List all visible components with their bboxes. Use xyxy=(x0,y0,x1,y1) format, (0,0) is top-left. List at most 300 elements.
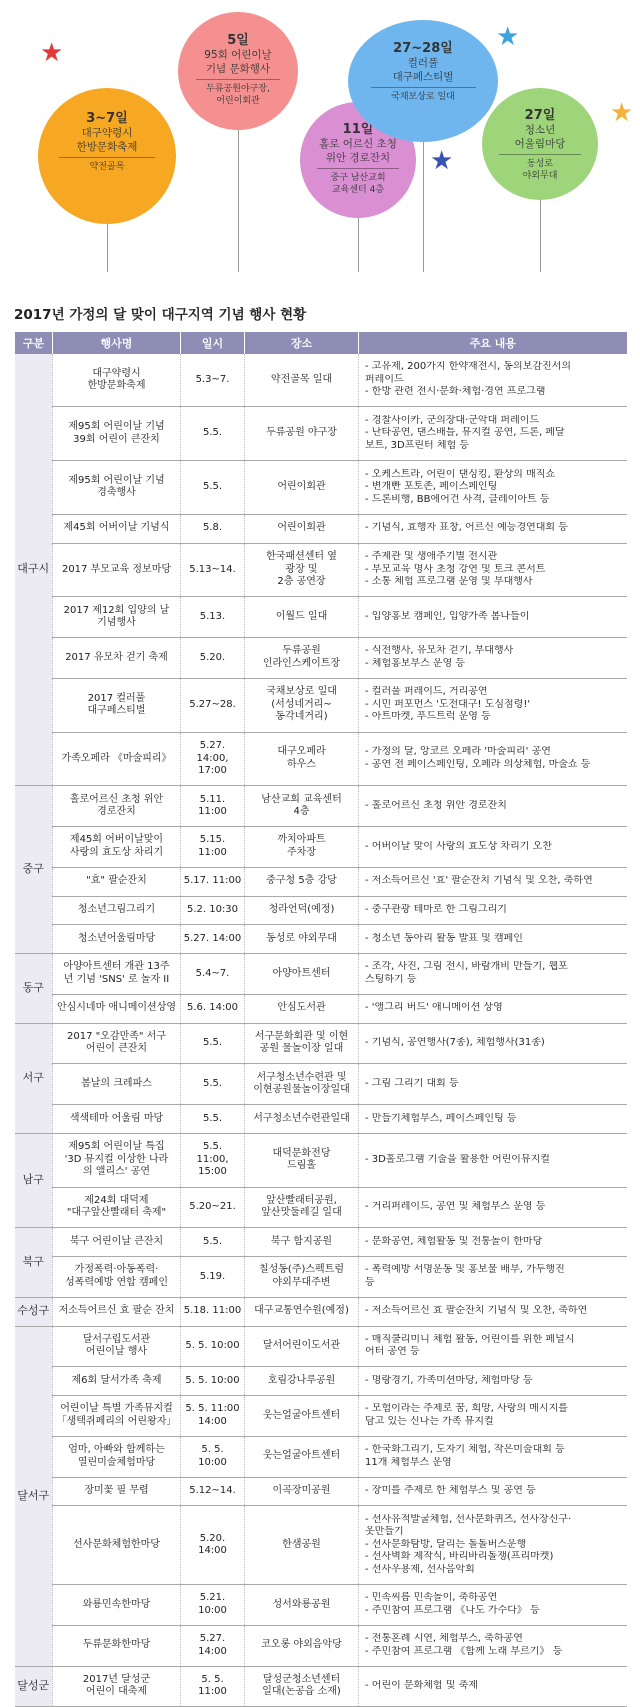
cell-line: "효" 팔순잔치 xyxy=(86,875,147,887)
cell-line: - 폭력예방 서명운동 및 홍보물 배부, 가두행진 xyxy=(365,1264,565,1276)
date-cell xyxy=(181,354,245,407)
cell-line: 어린이회관 xyxy=(277,481,326,493)
balloon-place: 약전골목 xyxy=(89,162,125,172)
cell-line: - 장미를 주제로 한 체험부스 및 공연 등 xyxy=(365,1485,536,1497)
balloon xyxy=(38,88,176,224)
date-cell xyxy=(181,597,245,638)
events-table xyxy=(14,332,627,1707)
cell-line: 스팅하기 등 xyxy=(365,973,417,985)
cell-line: 아양아트센터 개관 13주 xyxy=(63,961,170,973)
table-row xyxy=(15,954,627,995)
table-row xyxy=(15,1326,627,1367)
event-name-cell xyxy=(53,1477,181,1506)
place-cell xyxy=(245,514,359,543)
cell-line: 5.21. xyxy=(199,1592,226,1604)
district-cell: 중구 xyxy=(15,786,53,954)
place-cell xyxy=(245,925,359,954)
date-cell xyxy=(181,1625,245,1666)
table-row xyxy=(15,678,627,732)
content-cell xyxy=(359,1625,627,1666)
cell-line: - 거리퍼레이드, 공연 및 체험부스 운영 등 xyxy=(365,1201,546,1213)
cell-line: 두류문화한마당 xyxy=(82,1639,151,1651)
content-cell xyxy=(359,1105,627,1134)
district-cell: 동구 xyxy=(15,954,53,1024)
cell-line: 14:00, 17:00 xyxy=(196,752,229,777)
place-cell xyxy=(245,354,359,407)
balloon-event-name: 컬러풀 xyxy=(407,57,439,69)
table-row xyxy=(15,896,627,925)
cell-line: - 오케스트라, 어린이 댄싱킹, 환상의 매직쇼 xyxy=(365,468,556,480)
cell-line: 11개 체험부스 운영 xyxy=(365,1456,452,1468)
table-row xyxy=(15,1585,627,1626)
table-row xyxy=(15,354,627,407)
content-cell xyxy=(359,1187,627,1228)
cell-line: - 고유제, 200가지 한약재전시, 동의보감진서의 xyxy=(365,361,571,373)
content-cell xyxy=(359,1326,627,1367)
date-cell xyxy=(181,543,245,597)
cell-line: - 경찰사이카, 군의장대·군악대 퍼레이드 xyxy=(365,414,540,426)
cell-line: 5. 5. xyxy=(201,1444,224,1456)
content-cell xyxy=(359,407,627,461)
balloon-string xyxy=(238,130,239,272)
balloon-days: 27일 xyxy=(524,108,556,123)
event-name-cell xyxy=(53,1228,181,1257)
content-cell xyxy=(359,597,627,638)
place-cell xyxy=(245,597,359,638)
balloon xyxy=(178,12,298,130)
cell-line: 5.20~21. xyxy=(189,1201,236,1213)
cell-line: 달서어린이도서관 xyxy=(262,1340,341,1352)
cell-line: 이곡장미공원 xyxy=(272,1485,331,1497)
cell-line: - 아트마켓, 푸드트럭 운영 등 xyxy=(365,711,491,723)
cell-line: 대구교통연수원(예정) xyxy=(254,1305,349,1317)
cell-line: 아양아트센터 xyxy=(272,967,331,979)
cell-line: - 만들기체험부스, 페이스페인팅 등 xyxy=(365,1112,517,1124)
cell-line: 엄마, 아빠와 함께하는 xyxy=(68,1444,165,1456)
balloon-event-name: 95회 어린이날 xyxy=(204,49,272,61)
cell-line: 10:00 xyxy=(198,1604,227,1616)
balloon-event-name: 대구약령시 xyxy=(81,127,133,139)
cell-line: 5.19. xyxy=(199,1270,226,1282)
district-cell: 달성군 xyxy=(15,1666,53,1707)
cell-line: - 그림 그리기 대회 등 xyxy=(365,1077,459,1089)
cell-line: 39회 어린이 큰잔치 xyxy=(73,433,160,445)
cell-line: 5.5. xyxy=(202,481,223,493)
district-cell: 대구시 xyxy=(15,354,53,786)
cell-line: 제45회 어버이날 기념식 xyxy=(63,522,170,534)
balloon-days: 5일 xyxy=(227,33,249,48)
cell-line: 색색테마 어울림 마당 xyxy=(69,1112,164,1124)
event-name-cell xyxy=(53,827,181,868)
place-cell xyxy=(245,1585,359,1626)
place-cell xyxy=(245,896,359,925)
place-cell xyxy=(245,638,359,679)
cell-line: 등 xyxy=(365,1276,375,1288)
cell-line: 5.11. xyxy=(199,793,226,805)
table-row xyxy=(15,1133,627,1187)
cell-line: 가정폭력·아동폭력· xyxy=(74,1264,159,1276)
content-cell xyxy=(359,1477,627,1506)
balloon-string xyxy=(107,224,108,272)
balloon-divider xyxy=(499,154,580,155)
content-cell xyxy=(359,543,627,597)
cell-line: 경축행사 xyxy=(97,487,136,499)
cell-line: - 주제관 및 생애주기별 전시관 xyxy=(365,551,498,563)
content-cell xyxy=(359,1297,627,1326)
cell-line: 5. 5. xyxy=(201,1673,224,1685)
cell-line: 5. 5. 10:00 xyxy=(185,1374,240,1386)
cell-line: 야외무대주변 xyxy=(272,1276,331,1288)
cell-line: 5.20. xyxy=(199,651,226,663)
balloon-place: 야외무대 xyxy=(522,171,558,181)
cell-line: 남산교회 교육센터 xyxy=(261,793,342,805)
cell-line: 11:00, 15:00 xyxy=(196,1153,229,1178)
balloon-place: 중구 남산교회 xyxy=(330,173,386,183)
cell-line: 5.17. 11:00 xyxy=(183,875,242,887)
place-cell xyxy=(245,1257,359,1298)
cell-line: 앞산맛둘레길 일대 xyxy=(261,1207,342,1219)
cell-line: 사랑의 효도상 차리기 xyxy=(69,846,164,858)
table-row xyxy=(15,514,627,543)
cell-line: - 주민참여 프로그램 《나도 가수다》 등 xyxy=(365,1604,540,1616)
date-cell xyxy=(181,1477,245,1506)
event-name-cell xyxy=(53,732,181,786)
cell-line: - 난타공연, 댄스배틀, 뮤지컬 공연, 드론, 페달 xyxy=(365,427,565,439)
cell-line: - 주민참여 프로그램 《함께 노래 부르기》 등 xyxy=(365,1645,563,1657)
cell-line: - 체험홍보부스 운영 등 xyxy=(365,657,466,669)
place-cell xyxy=(245,1187,359,1228)
place-cell xyxy=(245,827,359,868)
table-row xyxy=(15,1367,627,1396)
content-cell xyxy=(359,1133,627,1187)
content-cell xyxy=(359,925,627,954)
table-row xyxy=(15,1228,627,1257)
place-cell xyxy=(245,1367,359,1396)
cell-line: 2017 제12회 입양의 날 xyxy=(63,604,170,616)
balloon-divider xyxy=(317,168,398,169)
content-cell xyxy=(359,994,627,1023)
cell-line: 서구청소년수련관 및 xyxy=(256,1071,347,1083)
cell-line: 기념행사 xyxy=(97,617,136,629)
cell-line: - 공연 전 페이스페인팅, 오페라 의상체험, 마술쇼 등 xyxy=(365,758,591,770)
cell-line: 5.13. xyxy=(199,610,226,622)
event-name-cell xyxy=(53,1297,181,1326)
cell-line: - 중구관광 테마로 한 그림그리기 xyxy=(365,904,507,916)
cell-line: - 어버이날 맞이 사랑의 효도상 차리기 오찬 xyxy=(365,840,552,852)
cell-line: 동성로 야외무대 xyxy=(266,932,337,944)
cell-line: "대구앞산빨래터 축제" xyxy=(66,1207,167,1219)
cell-line: 제45회 어버이날맞이 xyxy=(69,834,164,846)
table-row xyxy=(15,1187,627,1228)
event-name-cell xyxy=(53,925,181,954)
table-row xyxy=(15,1257,627,1298)
cell-line: - 청소년 동아리 활동 발표 및 캠페인 xyxy=(365,932,523,944)
event-name-cell xyxy=(53,1396,181,1437)
place-cell xyxy=(245,1064,359,1105)
cell-line: - 3D홀로그램 기술을 활용한 어린이뮤지컬 xyxy=(365,1153,550,1165)
place-cell xyxy=(245,1436,359,1477)
cell-line: 5. 5. 10:00 xyxy=(185,1340,240,1352)
cell-line: 인라인스케이트장 xyxy=(262,657,341,669)
date-cell xyxy=(181,1105,245,1134)
cell-line: 10:00 xyxy=(198,1456,227,1468)
event-name-cell xyxy=(53,407,181,461)
table-row xyxy=(15,925,627,954)
date-cell xyxy=(181,461,245,515)
cell-line: 대덕문화전당 xyxy=(272,1147,331,1159)
cell-line: '3D 뮤지컬 이상한 나라 xyxy=(64,1153,169,1165)
place-cell xyxy=(245,543,359,597)
content-cell xyxy=(359,1367,627,1396)
balloon-divider xyxy=(196,79,280,80)
cell-line: - 한국화그리기, 도자기 체험, 작은미술대회 등 xyxy=(365,1444,565,1456)
district-cell: 달서구 xyxy=(15,1326,53,1666)
event-name-cell xyxy=(53,1257,181,1298)
content-cell xyxy=(359,1506,627,1585)
balloon-divider xyxy=(371,87,476,88)
cell-line: - 드론비행, BB에어건 사격, 클레이아트 등 xyxy=(365,493,550,505)
cell-line: 동각네거리) xyxy=(275,711,328,723)
cell-line: (서성네거리~ xyxy=(271,698,332,710)
cell-line: 5.27. xyxy=(199,740,226,752)
balloon-string xyxy=(540,200,541,272)
cell-line: - 부모교육 명사 초청 강연 및 토크 콘서트 xyxy=(365,563,546,575)
cell-line: 한방문화축제 xyxy=(87,380,146,392)
balloon-string xyxy=(358,218,359,272)
cell-line: 제24회 대덕제 xyxy=(84,1194,149,1206)
cell-line: 공원 물놀이장 일대 xyxy=(259,1043,344,1055)
date-cell xyxy=(181,1396,245,1437)
date-cell xyxy=(181,1436,245,1477)
date-cell xyxy=(181,867,245,896)
balloon-place: 어린이회관 xyxy=(216,96,260,106)
content-cell xyxy=(359,786,627,827)
balloon-string xyxy=(423,142,424,272)
cell-line: - 입양홍보 캠페인, 입양가족 봄나들이 xyxy=(365,610,530,622)
cell-line: - 전통혼례 시연, 체험부스, 축하공연 xyxy=(365,1633,523,1645)
content-cell xyxy=(359,732,627,786)
event-name-cell xyxy=(53,1326,181,1367)
table-row xyxy=(15,1064,627,1105)
event-name-cell xyxy=(53,896,181,925)
balloon-event-name: 청소년 xyxy=(524,124,556,136)
cell-line: - 기념식, 공연행사(7종), 체험행사(31종) xyxy=(365,1037,545,1049)
cell-line: 두류공원 야구장 xyxy=(266,427,337,439)
balloon xyxy=(348,20,498,142)
cell-line: 국채보상로 일대 xyxy=(266,686,337,698)
content-cell xyxy=(359,1666,627,1707)
cell-line: 까치아파트 xyxy=(277,834,326,846)
cell-line: 5.5. xyxy=(202,1141,223,1153)
date-cell xyxy=(181,1187,245,1228)
cell-line: 5.20. xyxy=(199,1532,226,1544)
event-name-cell xyxy=(53,461,181,515)
date-cell xyxy=(181,1064,245,1105)
cell-line: 제6회 달서가족 축제 xyxy=(71,1374,162,1386)
content-cell xyxy=(359,461,627,515)
balloon xyxy=(482,88,598,200)
date-cell xyxy=(181,954,245,995)
cell-line: - 민속씨름 민속놀이, 축하공연 xyxy=(365,1592,498,1604)
content-cell xyxy=(359,867,627,896)
cell-line: - 문화공연, 체험활동 및 전통놀이 한마당 xyxy=(365,1235,543,1247)
cell-line: 청라언덕(예정) xyxy=(268,904,335,916)
date-cell xyxy=(181,1257,245,1298)
cell-line: - 시민 퍼포먼스 '도전대구! 도심점령!' xyxy=(365,698,531,710)
content-cell xyxy=(359,1228,627,1257)
district-cell: 남구 xyxy=(15,1133,53,1228)
cell-line: 북구 어린이날 큰잔치 xyxy=(69,1235,164,1247)
event-name-cell xyxy=(53,638,181,679)
blue-star-icon: ★ xyxy=(430,146,454,176)
place-cell xyxy=(245,1297,359,1326)
place-cell xyxy=(245,786,359,827)
place-cell xyxy=(245,732,359,786)
event-name-cell xyxy=(53,1133,181,1187)
event-name-cell xyxy=(53,1666,181,1707)
cell-line: 5.5. xyxy=(202,1037,223,1049)
event-name-cell xyxy=(53,543,181,597)
table-row xyxy=(15,1436,627,1477)
cell-line: 보트, 3D프린터 체험 등 xyxy=(365,439,470,451)
table-row xyxy=(15,732,627,786)
event-name-cell xyxy=(53,678,181,732)
cell-line: 달성군청소년센터 xyxy=(262,1673,341,1685)
event-name-cell xyxy=(53,1625,181,1666)
place-cell xyxy=(245,1666,359,1707)
table-row xyxy=(15,543,627,597)
table-row xyxy=(15,407,627,461)
table-row xyxy=(15,1506,627,1585)
date-cell xyxy=(181,1228,245,1257)
cell-line: 앞산빨래터공원, xyxy=(266,1194,337,1206)
balloon-event-name: 한방문화축제 xyxy=(76,141,138,153)
cell-line: 2017 "오감만족" 서구 xyxy=(67,1030,166,1042)
content-cell xyxy=(359,1023,627,1064)
red-star-icon: ★ xyxy=(40,38,64,68)
cell-line: 서구문화회관 및 이현 xyxy=(254,1030,349,1042)
cell-line: 달서구립도서관 xyxy=(82,1333,151,1345)
place-cell xyxy=(245,1133,359,1187)
header-content: 주요 내용 xyxy=(359,332,627,354)
table-row xyxy=(15,1666,627,1707)
content-cell xyxy=(359,1436,627,1477)
cell-line: 어터 공연 등 xyxy=(365,1346,420,1358)
header-event: 행사명 xyxy=(53,332,181,354)
cell-line: 이현공원물놀이장일대 xyxy=(253,1084,350,1096)
table-body xyxy=(15,354,627,1707)
content-cell xyxy=(359,896,627,925)
place-cell xyxy=(245,994,359,1023)
balloon-event-name: 위안 경로잔치 xyxy=(325,152,391,164)
table-row xyxy=(15,827,627,868)
place-cell xyxy=(245,1228,359,1257)
cell-line: - 저소득어르신 '효' 팔순잔치 기념식 및 오찬, 축하연 xyxy=(365,875,593,887)
event-name-cell xyxy=(53,1436,181,1477)
cell-line: 호림강나루공원 xyxy=(267,1374,336,1386)
cell-line: 가족오페라 《마술피리》 xyxy=(61,752,172,764)
cell-line: 일대(논공읍 소재) xyxy=(262,1686,341,1698)
cell-line: 11:00 xyxy=(198,846,227,858)
cell-line: 어린이 대축제 xyxy=(85,1686,148,1698)
cell-line: 「생택쥐페리의 어린왕자」 xyxy=(56,1415,177,1427)
date-cell xyxy=(181,786,245,827)
cell-line: 5.5. xyxy=(202,1112,223,1124)
cell-line: 서구청소년수련관일대 xyxy=(253,1112,350,1124)
cell-line: 5.27. 14:00 xyxy=(183,932,242,944)
balloon-place: 두류공원야구장, xyxy=(206,84,270,94)
balloon-place: 동성로 xyxy=(526,159,554,169)
event-name-cell xyxy=(53,1064,181,1105)
cell-line: - 컬러풀 퍼레이드, 거리공연 xyxy=(365,686,488,698)
cell-line: 퍼레이드 xyxy=(365,373,404,385)
cell-line: 이월드 일대 xyxy=(275,610,328,622)
content-cell xyxy=(359,827,627,868)
cell-line: 2017 부모교육 정보마당 xyxy=(61,563,172,575)
balloon-place: 교육센터 4층 xyxy=(331,185,385,195)
cell-line: - 가정의 달, 앙코르 오페라 '마술피리' 공연 xyxy=(365,746,551,758)
cell-line: - 어린이 문화체험 및 축제 xyxy=(365,1680,478,1692)
balloon-days: 27~28일 xyxy=(393,41,453,56)
cell-line: - 홀로어르신 초청 위안 경로잔치 xyxy=(365,799,507,811)
table-row xyxy=(15,1105,627,1134)
date-cell xyxy=(181,1326,245,1367)
event-name-cell xyxy=(53,514,181,543)
cell-line: - 식전행사, 유모차 걷기, 부대행사 xyxy=(365,645,514,657)
cell-line: 두류공원 xyxy=(282,645,321,657)
header-gubun: 구분 xyxy=(15,332,53,354)
cell-line: - 소통 체험 프로그램 운영 및 부대행사 xyxy=(365,576,533,588)
cell-line: - 한방 관련 전시·문화·체험·경연 프로그램 xyxy=(365,386,546,398)
table-row xyxy=(15,994,627,1023)
cell-line: 드림홀 xyxy=(287,1160,316,1172)
date-cell xyxy=(181,514,245,543)
balloon-event-name: 홀로 어르신 초청 xyxy=(319,138,397,150)
date-cell xyxy=(181,1367,245,1396)
blue-star-icon: ★ xyxy=(496,22,520,52)
event-name-cell xyxy=(53,354,181,407)
cell-line: 5.5. xyxy=(202,427,223,439)
cell-line: 5.8. xyxy=(202,522,223,534)
place-cell xyxy=(245,1396,359,1437)
cell-line: 장미꽃 필 무렵 xyxy=(84,1485,149,1497)
place-cell xyxy=(245,1326,359,1367)
cell-line: 5.12~14. xyxy=(189,1485,236,1497)
balloon-divider xyxy=(59,157,156,158)
table-row xyxy=(15,1477,627,1506)
header-place: 장소 xyxy=(245,332,359,354)
cell-line: 옷만들기 xyxy=(365,1526,404,1538)
cell-line: - 모험이라는 주제로 꿈, 희망, 사랑의 메시지를 xyxy=(365,1403,568,1415)
cell-line: 2017 유모차 걷기 축제 xyxy=(65,651,168,663)
header-row xyxy=(15,332,627,354)
cell-line: 2017 컬러풀 xyxy=(87,692,146,704)
date-cell xyxy=(181,1133,245,1187)
cell-line: 코오롱 야외음악당 xyxy=(261,1639,342,1651)
cell-line: - 선사우용제, 선사음악회 xyxy=(365,1563,475,1575)
cell-line: 약전골목 일대 xyxy=(270,373,333,385)
content-cell xyxy=(359,954,627,995)
content-cell xyxy=(359,514,627,543)
table-row xyxy=(15,786,627,827)
cell-line: 5. 5. 11:00 xyxy=(185,1403,240,1415)
cell-line: 5.2. 10:30 xyxy=(186,904,239,916)
table-row xyxy=(15,638,627,679)
content-cell xyxy=(359,354,627,407)
event-name-cell xyxy=(53,1367,181,1396)
cell-line: 5.6. 14:00 xyxy=(186,1002,239,1014)
cell-line: 안심도서관 xyxy=(277,1002,326,1014)
